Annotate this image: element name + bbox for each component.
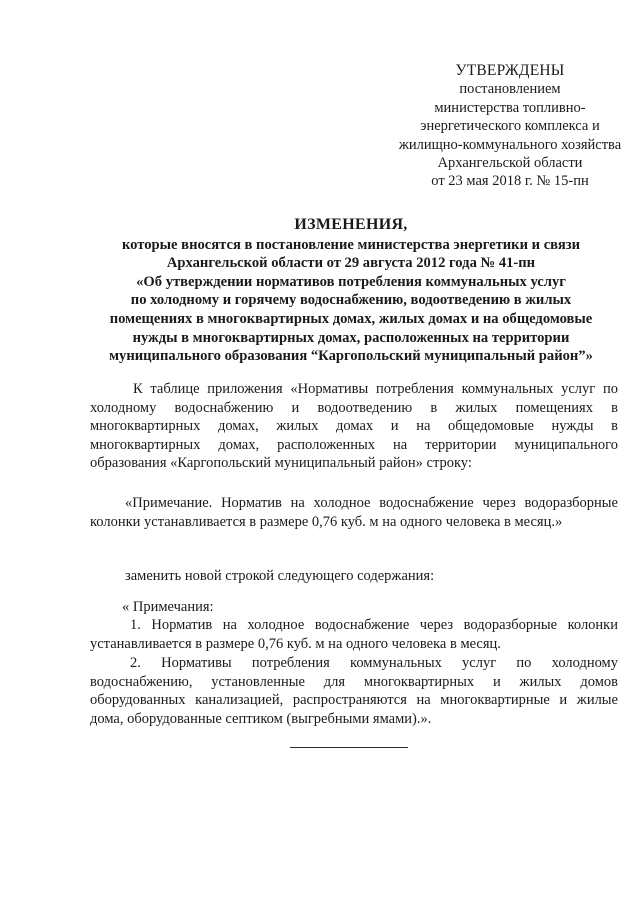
document-title [80,216,622,366]
title-line: Архангельской области от 29 августа 2012 года № 41-пн [166,255,536,272]
approval-line: Архангельской области [437,155,583,172]
approval-heading: УТВЕРЖДЕНЫ [455,62,565,79]
approval-line: постановлением [459,81,561,98]
title-line: нужды в многоквартирных домах, расположенных на территории [132,329,570,346]
notes-heading: « Примечания: [122,599,214,615]
approval-date-line: от 23 мая 2018 г. № 15-пн [431,173,589,190]
title-line: муниципального образования “Каргопольский муниципальный район”» [109,348,593,365]
title-heading: ИЗМЕНЕНИЯ, [294,216,408,233]
title-line: «Об утверждении нормативов потребления коммунальных услуг [136,273,566,290]
note-1-paragraph: 1. Норматив на холодное водоснабжение через водоразборные колонки устанавливается в размере 0,76 куб. м на одного человека в месяц. [90,617,618,652]
note-2-paragraph: 2. Нормативы потребления коммунальных услуг по холодному водоснабжению, установленные для многоквартирных и жилых домов оборудованных канализацией, распространяются на многоквартирные и жилые дома, оборудованные септиком (выгребными ямами).». [90,655,618,727]
replace-paragraph: заменить новой строкой следующего содержания: [125,568,435,584]
approval-line: жилищно-коммунального хозяйства [398,136,622,153]
title-line: помещениях в многоквартирных домах, жилых домах и на общедомовые [109,310,593,327]
title-line: по холодному и горячему водоснабжению, водоотведению в жилых [130,292,572,309]
old-row-paragraph: «Примечание. Норматив на холодное водоснабжение через водоразборные колонки устанавливается в размере 0,76 куб. м на одного человека в месяц.» [90,495,618,530]
title-line: которые вносятся в постановление министерства энергетики и связи [121,236,581,253]
closing-rule [290,747,408,748]
approval-line: энергетического комплекса и [420,118,600,135]
approval-line: министерства топливно- [434,99,586,116]
intro-paragraph: К таблице приложения «Нормативы потребления коммунальных услуг по холодному водоснабжению и водоотведению в жилых помещениях в многоквартирных домах, жилых домах и на общедомовые нужды в многоквартирных домах, расположенных на территории муниципального образования «Каргопольский муниципальный район» строку: [90,381,618,472]
approval-block [385,62,635,191]
